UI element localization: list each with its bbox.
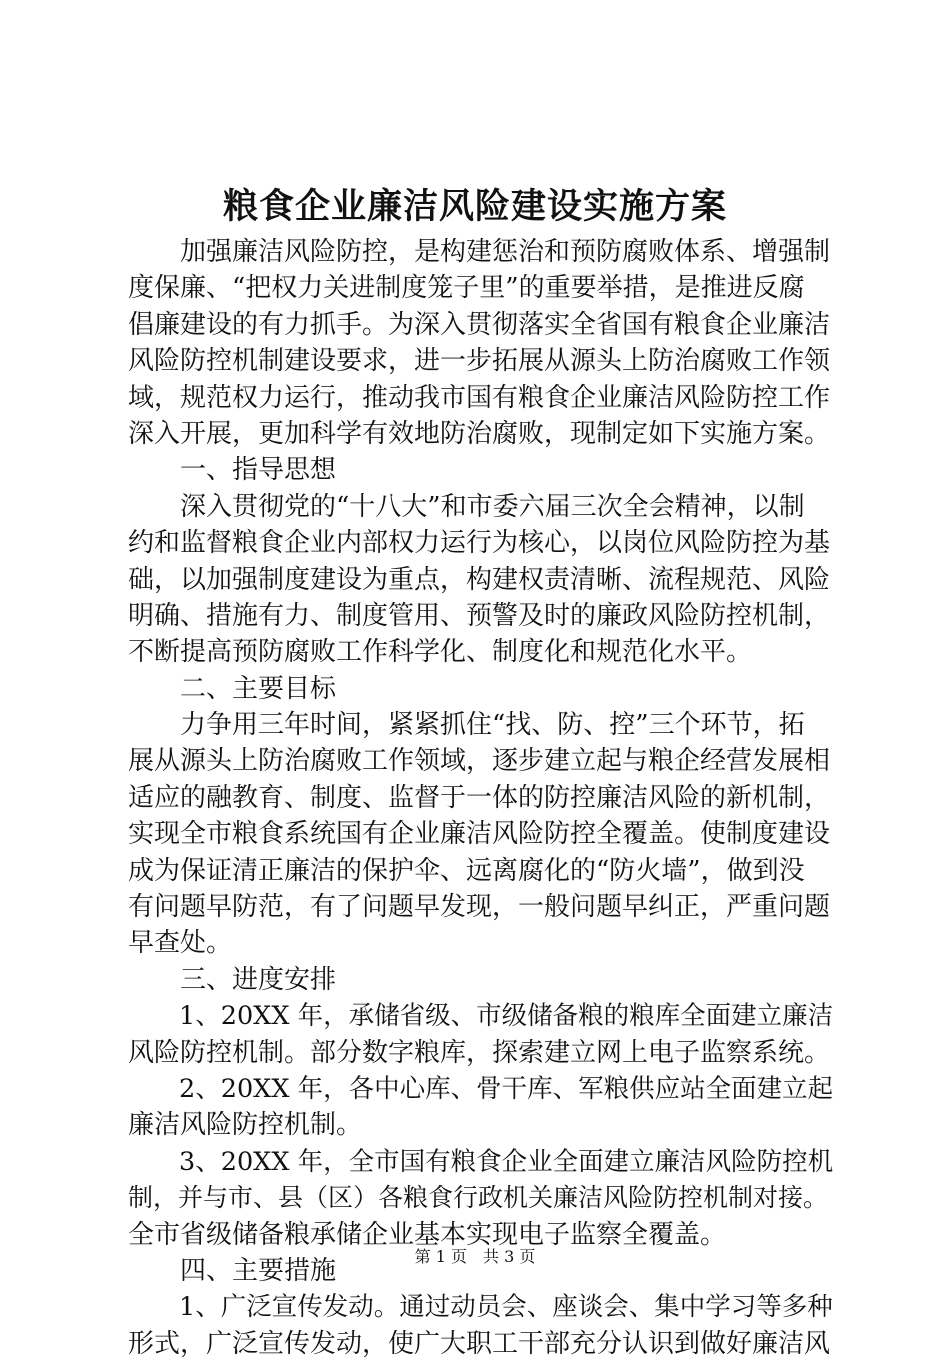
body-line: 度保廉、“把权力关进制度笼子里”的重要举措，是推进反腐 bbox=[128, 273, 805, 304]
body-line: 二、主要目标 bbox=[128, 673, 337, 704]
body-line: 1、20XX 年，承储省级、市级储备粮的粮库全面建立廉洁 bbox=[128, 1001, 834, 1032]
body-line: 约和监督粮食企业内部权力运行为核心，以岗位风险防控为基 bbox=[128, 528, 831, 559]
body-line: 1、广泛宣传发动。通过动员会、座谈会、集中学习等多种 bbox=[128, 1292, 833, 1323]
page-footer: 第 1 页 共 3 页 bbox=[414, 1247, 536, 1266]
body-line: 制，并与市、县（区）各粮食行政机关廉洁风险防控机制对接。 bbox=[128, 1183, 829, 1213]
body-line: 成为保证清正廉洁的保护伞、远离腐化的“防火墙”，做到没 bbox=[128, 855, 805, 886]
body-line: 廉洁风险防控机制。 bbox=[128, 1110, 363, 1141]
body-line: 力争用三年时间，紧紧抓住“找、防、控”三个环节，拓 bbox=[128, 710, 805, 741]
body-line: 形式，广泛宣传发动，使广大职工干部充分认识到做好廉洁风 bbox=[128, 1328, 831, 1359]
body-line: 风险防控机制建设要求，进一步拓展从源头上防治腐败工作领 bbox=[128, 346, 831, 377]
document-title: 粮食企业廉洁风险建设实施方案 bbox=[222, 186, 727, 227]
body-line: 风险防控机制。部分数字粮库，探索建立网上电子监察系统。 bbox=[128, 1037, 831, 1068]
body-line: 2、20XX 年，各中心库、骨干库、军粮供应站全面建立起 bbox=[128, 1073, 834, 1104]
body-line: 倡廉建设的有力抓手。为深入贯彻落实全省国有粮食企业廉洁 bbox=[128, 309, 831, 340]
body-line: 有问题早防范，有了问题早发现，一般问题早纠正，严重问题 bbox=[128, 892, 831, 923]
body-line: 3、20XX 年，全市国有粮食企业全面建立廉洁风险防控机 bbox=[128, 1146, 834, 1177]
body-line: 三、进度安排 bbox=[128, 964, 337, 995]
body-line: 适应的融教育、制度、监督于一体的防控廉洁风险的新机制， bbox=[128, 782, 831, 813]
body-line: 加强廉洁风险防控，是构建惩治和预防腐败体系、增强制 bbox=[128, 237, 831, 267]
body-line: 不断提高预防腐败工作科学化、制度化和规范化水平。 bbox=[128, 637, 753, 668]
body-line: 四、主要措施 bbox=[128, 1255, 337, 1286]
document-body bbox=[128, 234, 840, 1362]
body-line: 深入开展，更加科学有效地防治腐败，现制定如下实施方案。 bbox=[128, 418, 831, 449]
body-line: 深入贯彻党的“十八大”和市委六届三次全会精神，以制 bbox=[128, 491, 805, 522]
body-line: 展从源头上防治腐败工作领域，逐步建立起与粮企经营发展相 bbox=[128, 746, 831, 777]
body-line: 一、指导思想 bbox=[128, 455, 337, 486]
body-line: 域，规范权力运行，推动我市国有粮食企业廉洁风险防控工作 bbox=[128, 382, 831, 413]
body-line: 实现全市粮食系统国有企业廉洁风险防控全覆盖。使制度建设 bbox=[128, 819, 831, 850]
body-line: 早查处。 bbox=[128, 928, 233, 959]
body-line: 础，以加强制度建设为重点，构建权责清晰、流程规范、风险 bbox=[128, 564, 831, 595]
body-line: 明确、措施有力、制度管用、预警及时的廉政风险防控机制， bbox=[128, 600, 831, 631]
body-line: 全市省级储备粮承储企业基本实现电子监察全覆盖。 bbox=[128, 1219, 727, 1250]
